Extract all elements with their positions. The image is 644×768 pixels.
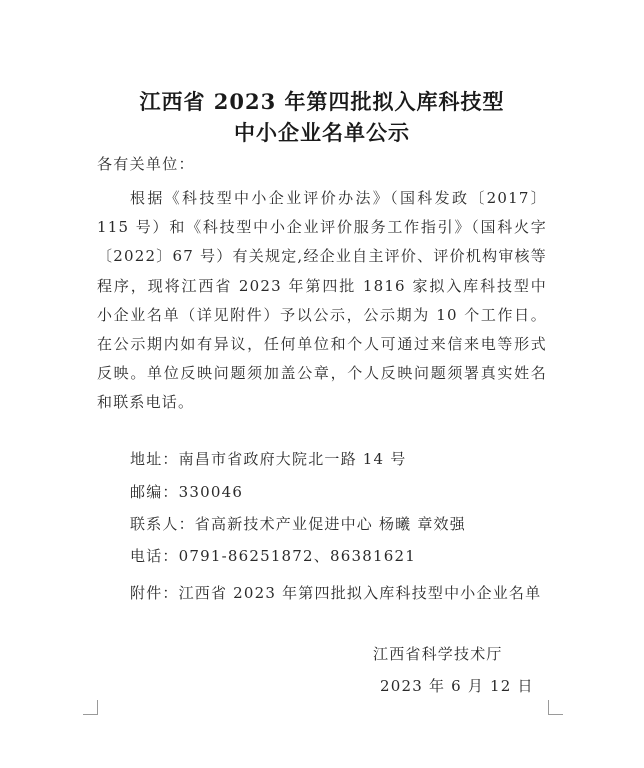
corner-mark-bottom-right	[548, 700, 563, 715]
attachment-line: 附件：江西省 2023 年第四批拟入库科技型中小企业名单	[130, 584, 542, 602]
body-paragraph: 根据《科技型中小企业评价办法》（国科发政〔2017〕115 号）和《科技型中小企业评价服务工作指引》（国科火字〔2022〕67 号）有关规定,经企业自主评价、评价机构审核等程序，现将江西省 2023 年第四批 1816 家拟入库科技型中小企业名单（详见附件）予以公示，公示期为 10 个工作日。在公示期内如有异议，任何单位和个人可通过来信来电等形式反映。单位反映问题须加盖公章，个人反映问题须署真实姓名和联系电话。	[97, 189, 547, 412]
corner-mark-bottom-left	[83, 700, 98, 715]
issue-date: 2023 年 6 月 12 日	[380, 677, 534, 695]
document-title-line2: 中小企业名单公示	[234, 120, 410, 145]
postcode-line: 邮编：330046	[130, 483, 244, 501]
phone-line: 电话：0791-86251872、86381621	[130, 547, 416, 565]
contact-line: 联系人：省高新技术产业促进中心 杨曦 章效强	[130, 515, 466, 533]
address-line: 地址：南昌市省政府大院北一路 14 号	[130, 450, 407, 468]
issuer-name: 江西省科学技术厅	[373, 645, 503, 663]
salutation: 各有关单位：	[97, 155, 195, 173]
document-title-line1: 江西省 2023 年第四批拟入库科技型	[139, 89, 505, 114]
